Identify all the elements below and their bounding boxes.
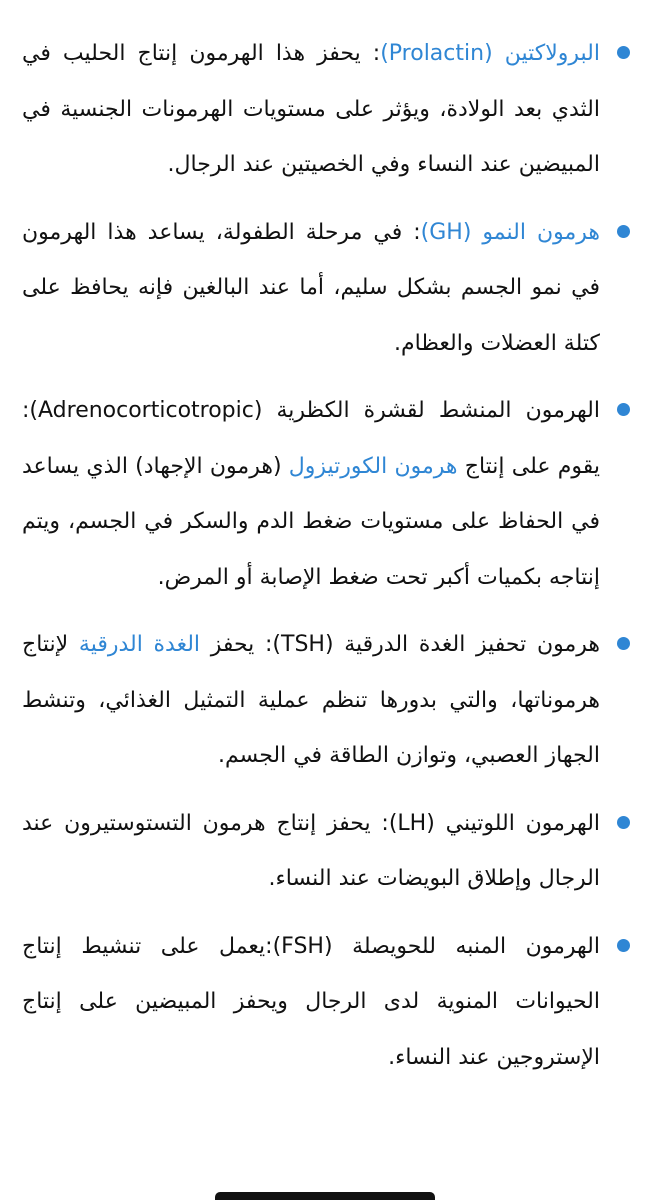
bullet-icon xyxy=(617,225,630,238)
description-growth-hormone: : في مرحلة الطفولة، يساعد هذا الهرمون في نمو الجسم بشكل سليم، أما عند البالغين فإنه يحافظ على كتلة العضلات والعظام. xyxy=(22,219,600,356)
bullet-icon xyxy=(617,46,630,59)
description-prolactin: : يحفز هذا الهرمون إنتاج الحليب في الثدي بعد الولادة، ويؤثر على مستويات الهرمونات الجنسية في المبيضين عند النساء وفي الخصيتين عند الرجال. xyxy=(22,41,600,177)
hormone-list xyxy=(22,26,634,1085)
term-prolactin-abbr: (Prolactin) xyxy=(380,41,505,66)
bullet-icon xyxy=(617,637,630,650)
bullet-icon xyxy=(617,939,630,952)
description-acth-rest: (هرمون الإجهاد) الذي يساعد في الحفاظ على مستويات ضغط الدم والسكر في الجسم، ويتم إنتاجه بكميات أكبر تحت ضغط الإصابة أو المرض. xyxy=(22,453,600,590)
link-thyroid-gland[interactable]: الغدة الدرقية xyxy=(78,632,201,657)
description-acth-intro: الهرمون المنشط لقشرة الكظرية (Adrenocorticotropic): يقوم على إنتاج xyxy=(22,398,600,479)
link-cortisol[interactable]: هرمون الكورتيزول xyxy=(288,453,458,479)
description-lh: الهرمون اللوتيني (LH): يحفز إنتاج هرمون التستوستيرون عند الرجال وإطلاق البويضات عند النساء. xyxy=(22,810,601,891)
list-item-fsh xyxy=(22,919,634,1086)
description-tsh-intro: هرمون تحفيز الغدة الدرقية (TSH): يحفز xyxy=(200,632,600,657)
list-item-tsh xyxy=(22,617,634,784)
list-item-growth-hormone xyxy=(22,205,634,372)
list-item-acth xyxy=(22,383,634,605)
term-growth-hormone: هرمون النمو xyxy=(482,219,601,245)
list-item-lh xyxy=(22,796,634,907)
description-tsh-rest: لإنتاج هرموناتها، والتي بدورها تنظم عملية التمثيل الغذائي، وتنشط الجهاز العصبي، وتوازن الطاقة في الجسم. xyxy=(22,632,600,768)
bullet-icon xyxy=(617,403,630,416)
list-item-prolactin xyxy=(22,26,634,193)
home-indicator[interactable] xyxy=(215,1192,435,1200)
term-growth-hormone-abbr: (GH) xyxy=(420,219,483,245)
term-prolactin: البرولاكتين xyxy=(504,41,600,66)
description-fsh: الهرمون المنبه للحويصلة (FSH):يعمل على تنشيط إنتاج الحيوانات المنوية لدى الرجال ويحفز المبيضين على إنتاج الإستروجين عند النساء. xyxy=(22,933,600,1070)
bullet-icon xyxy=(617,816,630,829)
